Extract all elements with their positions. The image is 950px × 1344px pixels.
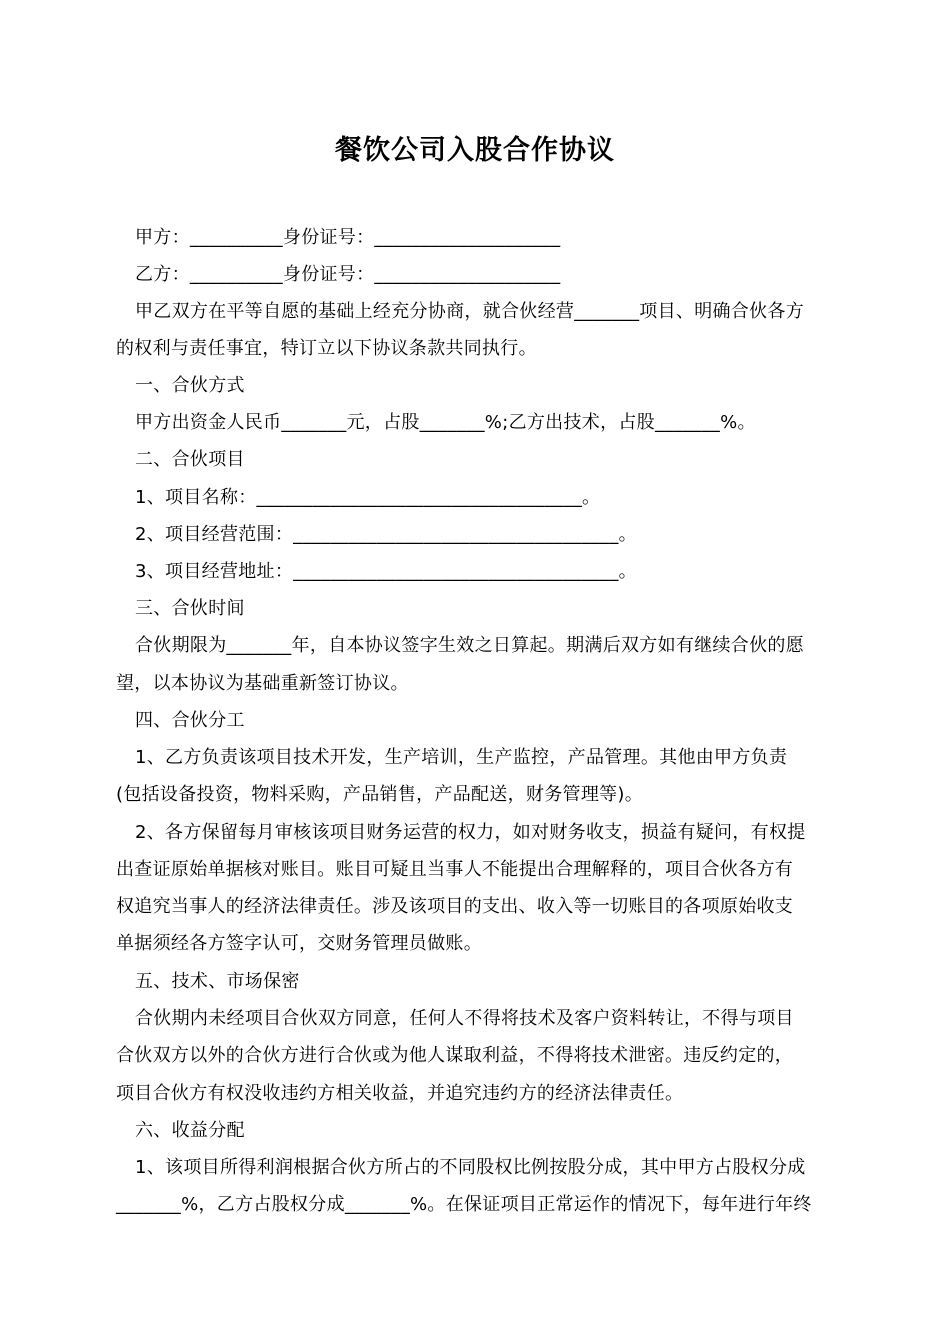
section-heading: 六、收益分配	[135, 1120, 245, 1141]
section-heading: 三、合伙时间	[135, 598, 245, 619]
paragraph-line: 3、项目经营地址：___________________________________。	[135, 561, 637, 582]
paragraph-line: 出查证原始单据核对账目。账目可疑且当事人不能提出合理解释的，项目合伙各方有	[116, 859, 794, 880]
paragraph-line: 1、项目名称：___________________________________。	[135, 487, 601, 508]
paragraph-line: 2、各方保留每月审核该项目财务运营的权力，如对财务收支，损益有疑问，有权提	[135, 822, 806, 843]
paragraph-line: 合伙双方以外的合伙方进行合伙或为他人谋取利益，不得将技术泄密。违反约定的，	[116, 1045, 794, 1066]
section-heading: 二、合伙项目	[135, 449, 245, 470]
paragraph-line: 望，以本协议为基础重新签订协议。	[116, 673, 409, 694]
paragraph-line: 项目合伙方有权没收违约方相关收益，并追究违约方的经济法律责任。	[116, 1083, 684, 1104]
section-heading: 四、合伙分工	[135, 710, 245, 731]
paragraph-line: 的权利与责任事宜，特订立以下协议条款共同执行。	[116, 338, 537, 359]
paragraph-line: 单据须经各方签字认可，交财务管理员做账。	[116, 933, 482, 954]
party-b-line: 乙方：__________身份证号：____________________	[135, 264, 561, 285]
paragraph-line: 甲方出资金人民币_______元，占股_______%;乙方出技术，占股_______%。	[135, 412, 756, 433]
paragraph-line: 2、项目经营范围：___________________________________。	[135, 524, 637, 545]
paragraph-line: 权追究当事人的经济法律责任。涉及该项目的支出、收入等一切账目的各项原始收支	[116, 896, 794, 917]
section-heading: 五、技术、市场保密	[135, 971, 300, 992]
paragraph-line: 1、乙方负责该项目技术开发，生产培训，生产监控，产品管理。其他由甲方负责	[135, 747, 788, 768]
document-title: 餐饮公司入股合作协议	[335, 135, 615, 166]
paragraph-line: 合伙期内未经项目合伙双方同意，任何人不得将技术及客户资料转让，不得与项目	[135, 1008, 794, 1029]
paragraph-line: 1、该项目所得利润根据合伙方所占的不同股权比例按股分成，其中甲方占股权分成	[135, 1157, 806, 1178]
paragraph-line: 合伙期限为_______年，自本协议签字生效之日算起。期满后双方如有继续合伙的愿	[135, 635, 804, 656]
paragraph-line: 甲乙双方在平等自愿的基础上经充分协商，就合伙经营_______项目、明确合伙各方	[135, 301, 804, 322]
party-a-line: 甲方：__________身份证号：____________________	[135, 227, 561, 248]
paragraph-line: (包括设备投资，物料采购，产品销售，产品配送，财务管理等)。	[116, 784, 644, 805]
section-heading: 一、合伙方式	[135, 375, 245, 396]
paragraph-line: _______%，乙方占股权分成_______%。在保证项目正常运作的情况下，每年进行年终	[116, 1194, 812, 1215]
